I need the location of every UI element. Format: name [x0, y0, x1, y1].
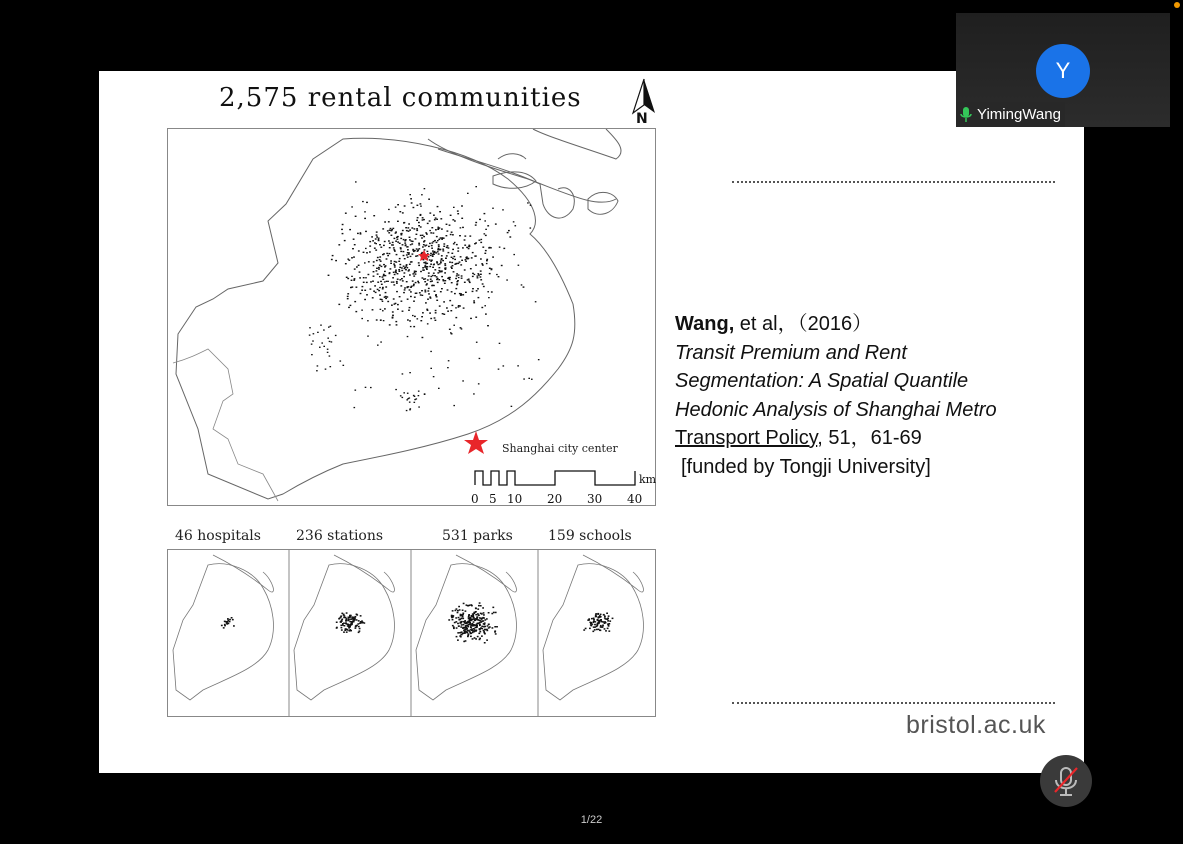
participant-tile[interactable]	[956, 13, 1170, 127]
north-label: N	[636, 111, 648, 127]
mute-toggle-button[interactable]	[1040, 755, 1092, 807]
scale-tick: 20	[547, 492, 563, 506]
scale-tick: 30	[587, 492, 603, 506]
footer-brand: bristol.ac.uk	[906, 711, 1046, 739]
map-title: 2,575 rental communities	[219, 83, 582, 113]
participant-avatar: Y	[1036, 44, 1090, 98]
schools-label: 159 schools	[548, 528, 632, 544]
mic-off-icon	[1040, 755, 1092, 807]
scale-unit: km	[639, 473, 657, 486]
scale-tick: 10	[507, 492, 523, 506]
citation-funding: [funded by Tongji University]	[681, 455, 931, 478]
recording-status-dot	[1174, 2, 1180, 8]
divider-top	[732, 181, 1055, 183]
citation-title-3: Hedonic Analysis of Shanghai Metro	[675, 398, 997, 421]
citation-block	[675, 310, 1075, 481]
shared-slide	[99, 71, 1084, 773]
hospitals-label: 46 hospitals	[175, 528, 261, 544]
legend-label: Shanghai city center	[502, 442, 618, 455]
citation-volume: , 51，61-69	[817, 427, 922, 449]
scale-tick: 40	[627, 492, 643, 506]
scale-tick: 5	[489, 492, 497, 506]
citation-year: （2016）	[797, 313, 873, 335]
divider-bottom	[732, 702, 1055, 704]
citation-title-1: Transit Premium and Rent	[675, 341, 907, 364]
participant-name: YimingWang	[977, 106, 1061, 123]
scale-tick: 0	[471, 492, 479, 506]
stations-label: 236 stations	[296, 528, 384, 544]
parks-label: 531 parks	[442, 528, 513, 544]
facility-small-maps	[167, 549, 656, 717]
citation-author: Wang,	[675, 313, 735, 335]
citation-et-al: et al，	[734, 313, 798, 335]
mic-on-icon	[960, 107, 972, 123]
rental-dots	[309, 181, 540, 411]
citation-title-2: Segmentation: A Spatial Quantile	[675, 370, 969, 392]
page-indicator: 1/22	[580, 814, 603, 826]
participant-name-tag	[956, 102, 1065, 127]
small-maps-svg	[168, 550, 655, 716]
citation-journal: Transport Policy	[675, 427, 818, 449]
scale-bar	[471, 467, 661, 507]
small-map-labels	[175, 528, 655, 546]
